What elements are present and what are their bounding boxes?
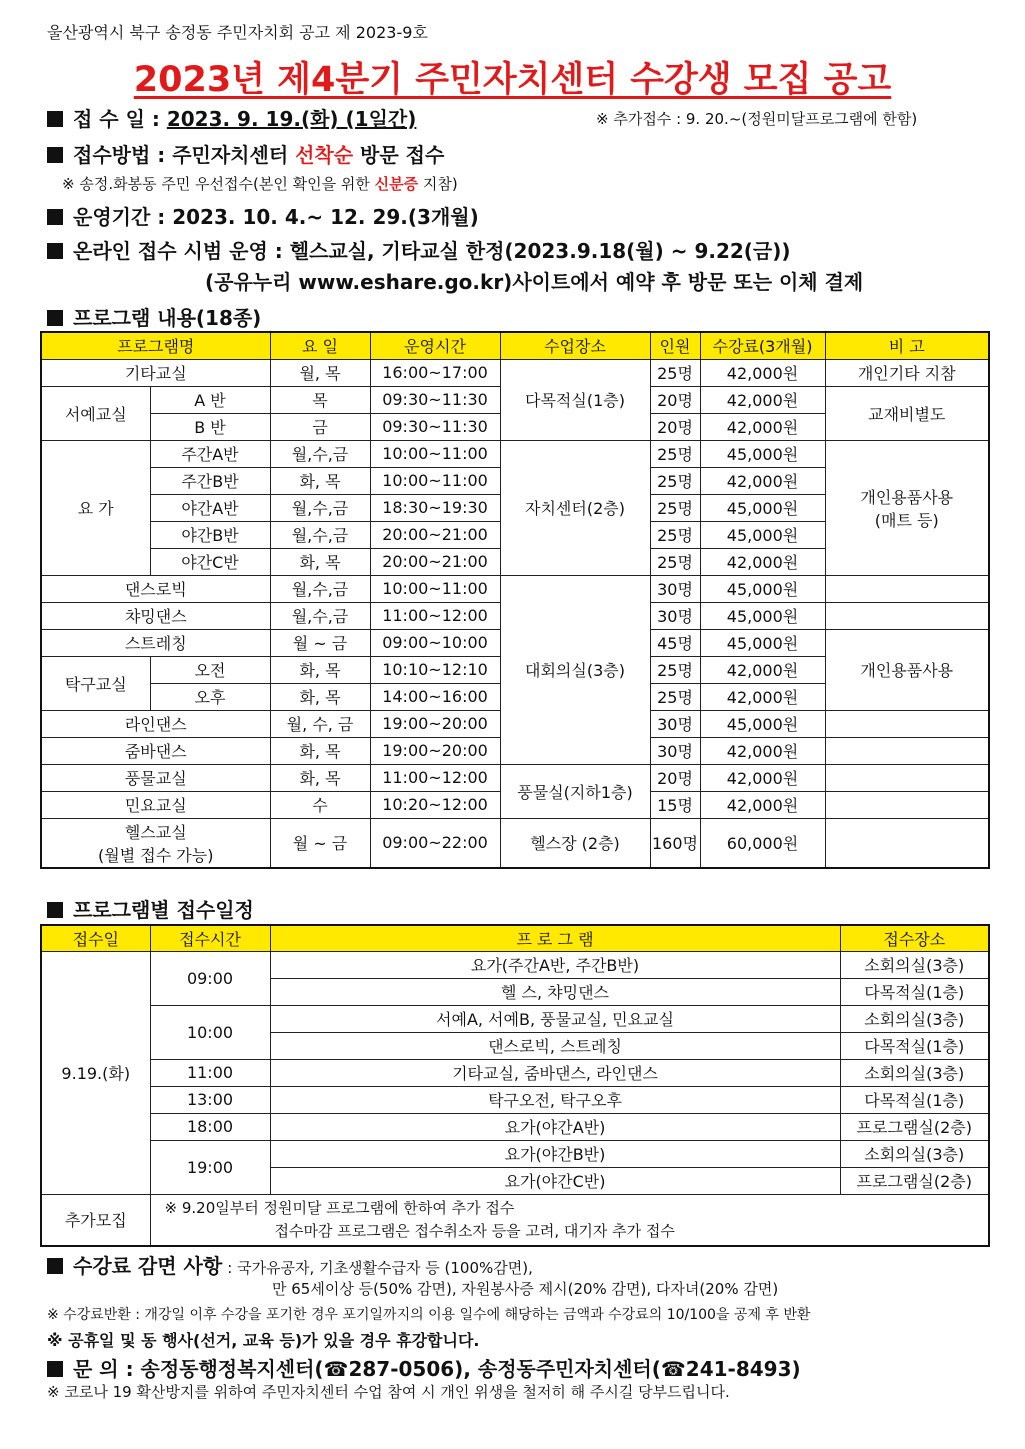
- schedule-place: 소회의실(3층): [840, 1140, 989, 1167]
- program-name: 민요교실: [41, 791, 270, 818]
- table-row: [41, 1059, 989, 1086]
- program-class: 야간B반: [150, 521, 270, 548]
- program-time: 14:00~16:00: [370, 683, 500, 710]
- program-day: 월, 목: [270, 359, 370, 386]
- online-line-2: (공유누리 www.eshare.go.kr)사이트에서 예약 후 방문 또는 이체 결제: [205, 270, 864, 294]
- program-fee: 42,000원: [700, 386, 825, 413]
- square-bullet-icon: [47, 209, 63, 225]
- schedule-table: [40, 924, 990, 1247]
- page-title: 2023년 제4분기 주민자치센터 수강생 모집 공고: [133, 60, 892, 100]
- program-day: 월 ~ 금: [270, 629, 370, 656]
- program-count: 160명: [650, 818, 700, 868]
- program-fee: 60,000원: [700, 818, 825, 868]
- program-name: 헬스교실 (월별 접수 가능): [41, 818, 270, 868]
- program-name: 챠밍댄스: [41, 602, 270, 629]
- table-row: [41, 1005, 989, 1032]
- reception-day-line: 접 수 일 : 2023. 9. 19.(화) (1일간): [47, 103, 416, 132]
- program-fee: 42,000원: [700, 413, 825, 440]
- schedule-heading: 프로그램별 접수일정: [47, 894, 254, 923]
- schedule-time: 11:00: [150, 1059, 270, 1086]
- program-name: 줌바댄스: [41, 737, 270, 764]
- table-row: [41, 1086, 989, 1113]
- schedule-place: 다목적실(1층): [840, 1032, 989, 1059]
- program-time: 18:30~19:30: [370, 494, 500, 521]
- schedule-place: 다목적실(1층): [840, 978, 989, 1005]
- program-place: 자치센터(2층): [500, 440, 650, 575]
- program-class: 야간A반: [150, 494, 270, 521]
- program-fee: 42,000원: [700, 764, 825, 791]
- header-fee: 수강료(3개월): [700, 332, 825, 359]
- square-bullet-icon: [47, 310, 63, 326]
- contact-line: 문 의 : 송정동행정복지센터(☎287-0506), 송정동주민자치센터(☎241-8493): [47, 1353, 801, 1382]
- program-day: 금: [270, 413, 370, 440]
- square-bullet-icon: [47, 1361, 63, 1377]
- program-day: 월,수,금: [270, 440, 370, 467]
- program-time: 10:00~11:00: [370, 575, 500, 602]
- program-remark: [825, 818, 989, 868]
- program-class: 야간C반: [150, 548, 270, 575]
- program-day: 월,수,금: [270, 521, 370, 548]
- program-remark: [825, 710, 989, 737]
- schedule-place: 소회의실(3층): [840, 1005, 989, 1032]
- program-name: 요 가: [41, 440, 150, 575]
- program-fee: 42,000원: [700, 737, 825, 764]
- schedule-place: 프로그램실(2층): [840, 1167, 989, 1194]
- schedule-program: 댄스로빅, 스트레칭: [270, 1032, 840, 1059]
- program-time: 11:00~12:00: [370, 602, 500, 629]
- header-time: 접수시간: [150, 925, 270, 951]
- program-time: 19:00~20:00: [370, 710, 500, 737]
- program-count: 30명: [650, 602, 700, 629]
- program-time: 09:30~11:30: [370, 386, 500, 413]
- program-time: 11:00~12:00: [370, 764, 500, 791]
- program-count: 15명: [650, 791, 700, 818]
- extra-label: 추가모집: [41, 1194, 150, 1246]
- program-time: 20:00~21:00: [370, 521, 500, 548]
- program-count: 20명: [650, 764, 700, 791]
- program-day: 화, 목: [270, 548, 370, 575]
- method-line: 접수방법 : 주민자치센터 선착순 방문 접수: [47, 139, 444, 168]
- program-day: 월,수,금: [270, 602, 370, 629]
- program-class: 오전: [150, 656, 270, 683]
- program-day: 목: [270, 386, 370, 413]
- program-remark: 개인기타 지참: [825, 359, 989, 386]
- program-fee: 42,000원: [700, 656, 825, 683]
- priority-note: ※ 송정.화봉동 주민 우선접수(본인 확인을 위한 신분증 지참): [62, 175, 458, 193]
- program-remark: [825, 791, 989, 818]
- discount-line: 수강료 감면 사항 : 국가유공자, 기초생활수급자 등 (100%감면),: [47, 1250, 533, 1279]
- program-day: 월,수,금: [270, 494, 370, 521]
- header-count: 인원: [650, 332, 700, 359]
- schedule-place: 소회의실(3층): [840, 1059, 989, 1086]
- program-day: 월, 수, 금: [270, 710, 370, 737]
- program-remark: 교재비별도: [825, 386, 989, 440]
- program-day: 화, 목: [270, 656, 370, 683]
- program-count: 25명: [650, 548, 700, 575]
- online-line: 온라인 접수 시범 운영 : 헬스교실, 기타교실 한정(2023.9.18(월) ~ 9.22(금)): [47, 235, 791, 264]
- square-bullet-icon: [47, 902, 63, 918]
- schedule-place: 프로그램실(2층): [840, 1113, 989, 1140]
- table-row: [41, 359, 989, 386]
- schedule-time: 19:00: [150, 1140, 270, 1194]
- program-count: 30명: [650, 575, 700, 602]
- program-fee: 42,000원: [700, 359, 825, 386]
- program-day: 화, 목: [270, 737, 370, 764]
- program-table: [40, 331, 990, 869]
- program-place: 풍물실(지하1층): [500, 764, 650, 818]
- notice-number: 울산광역시 북구 송정동 주민자치회 공고 제 2023-9호: [47, 23, 428, 42]
- program-time: 19:00~20:00: [370, 737, 500, 764]
- table-row: [41, 1194, 989, 1246]
- program-class: A 반: [150, 386, 270, 413]
- program-time: 09:00~22:00: [370, 818, 500, 868]
- program-day: 월 ~ 금: [270, 818, 370, 868]
- programs-heading: 프로그램 내용(18종): [47, 302, 261, 331]
- schedule-time: 09:00: [150, 951, 270, 1005]
- program-name: 탁구교실: [41, 656, 150, 710]
- program-name: 풍물교실: [41, 764, 270, 791]
- program-fee: 45,000원: [700, 440, 825, 467]
- program-count: 25명: [650, 359, 700, 386]
- program-remark: 개인용품사용: [825, 629, 989, 710]
- program-fee: 45,000원: [700, 629, 825, 656]
- table-row: [41, 575, 989, 602]
- program-day: 월,수,금: [270, 575, 370, 602]
- program-fee: 45,000원: [700, 521, 825, 548]
- refund-note: ※ 수강료반환 : 개강일 이후 수강을 포기한 경우 포기일까지의 이용 일수에 해당하는 금액과 수강료의 10/100을 공제 후 반환: [47, 1307, 811, 1323]
- program-count: 20명: [650, 413, 700, 440]
- program-day: 화, 목: [270, 764, 370, 791]
- program-time: 09:00~10:00: [370, 629, 500, 656]
- header-program: 프 로 그 램: [270, 925, 840, 951]
- program-fee: 42,000원: [700, 683, 825, 710]
- program-time: 09:30~11:30: [370, 413, 500, 440]
- program-name: 서예교실: [41, 386, 150, 440]
- table-row: [41, 818, 989, 868]
- extra-reception-note: ※ 추가접수 : 9. 20.~(정원미달프로그램에 한함): [596, 110, 918, 128]
- program-fee: 42,000원: [700, 791, 825, 818]
- table-row: [41, 951, 989, 978]
- program-fee: 42,000원: [700, 467, 825, 494]
- table-row: [41, 1140, 989, 1167]
- program-count: 25명: [650, 467, 700, 494]
- program-class: B 반: [150, 413, 270, 440]
- program-count: 25명: [650, 494, 700, 521]
- program-name: 기타교실: [41, 359, 270, 386]
- program-name: 댄스로빅: [41, 575, 270, 602]
- program-remark: [825, 737, 989, 764]
- program-fee: 45,000원: [700, 575, 825, 602]
- program-count: 25명: [650, 440, 700, 467]
- program-count: 25명: [650, 521, 700, 548]
- header-program: 프로그램명: [41, 332, 270, 359]
- covid-note: ※ 코로나 19 확산방지를 위하여 주민자치센터 수업 참여 시 개인 위생을 철저히 해 주시길 당부드립니다.: [47, 1383, 730, 1401]
- program-time: 10:20~12:00: [370, 791, 500, 818]
- program-fee: 45,000원: [700, 494, 825, 521]
- program-name: 스트레칭: [41, 629, 270, 656]
- schedule-program: 요가(주간A반, 주간B반): [270, 951, 840, 978]
- schedule-date: 9.19.(화): [41, 951, 150, 1194]
- extra-description: ※ 9.20일부터 정원미달 프로그램에 한하여 추가 접수 접수마감 프로그램은 접수취소자 등을 고려, 대기자 추가 접수: [150, 1194, 989, 1246]
- program-count: 25명: [650, 656, 700, 683]
- program-time: 10:10~12:10: [370, 656, 500, 683]
- program-count: 20명: [650, 386, 700, 413]
- program-remark: 개인용품사용 (매트 등): [825, 440, 989, 575]
- square-bullet-icon: [47, 1258, 63, 1274]
- schedule-time: 18:00: [150, 1113, 270, 1140]
- program-time: 10:00~11:00: [370, 467, 500, 494]
- program-day: 화, 목: [270, 683, 370, 710]
- discount-line-2: 만 65세이상 등(50% 감면), 자원봉사증 제시(20% 감면), 다자녀(20% 감면): [272, 1280, 779, 1298]
- program-count: 30명: [650, 737, 700, 764]
- program-day: 화, 목: [270, 467, 370, 494]
- program-place: 대회의실(3층): [500, 575, 650, 764]
- program-time: 10:00~11:00: [370, 440, 500, 467]
- header-time: 운영시간: [370, 332, 500, 359]
- schedule-program: 요가(야간A반): [270, 1113, 840, 1140]
- table-row: [41, 764, 989, 791]
- program-count: 25명: [650, 683, 700, 710]
- schedule-time: 13:00: [150, 1086, 270, 1113]
- program-place: 다목적실(1층): [500, 359, 650, 440]
- holiday-note: ※ 공휴일 및 동 행사(선거, 교육 등)가 있을 경우 휴강합니다.: [47, 1331, 480, 1350]
- square-bullet-icon: [47, 111, 63, 127]
- program-class: 오후: [150, 683, 270, 710]
- schedule-program: 기타교실, 줌바댄스, 라인댄스: [270, 1059, 840, 1086]
- program-remark: [825, 602, 989, 629]
- header-place: 접수장소: [840, 925, 989, 951]
- table-row: [41, 1113, 989, 1140]
- header-date: 접수일: [41, 925, 150, 951]
- header-remark: 비 고: [825, 332, 989, 359]
- schedule-time: 10:00: [150, 1005, 270, 1059]
- schedule-place: 다목적실(1층): [840, 1086, 989, 1113]
- table-row: [41, 440, 989, 467]
- schedule-program: 요가(야간C반): [270, 1167, 840, 1194]
- period-line: 운영기간 : 2023. 10. 4.~ 12. 29.(3개월): [47, 201, 479, 230]
- program-remark: [825, 764, 989, 791]
- schedule-place: 소회의실(3층): [840, 951, 989, 978]
- program-day: 수: [270, 791, 370, 818]
- schedule-program: 탁구오전, 탁구오후: [270, 1086, 840, 1113]
- program-class: 주간A반: [150, 440, 270, 467]
- header-day: 요 일: [270, 332, 370, 359]
- schedule-program: 요가(야간B반): [270, 1140, 840, 1167]
- program-time: 20:00~21:00: [370, 548, 500, 575]
- program-count: 30명: [650, 710, 700, 737]
- square-bullet-icon: [47, 147, 63, 163]
- schedule-program: 서예A, 서예B, 풍물교실, 민요교실: [270, 1005, 840, 1032]
- program-class: 주간B반: [150, 467, 270, 494]
- program-place: 헬스장 (2층): [500, 818, 650, 868]
- program-time: 16:00~17:00: [370, 359, 500, 386]
- program-fee: 45,000원: [700, 602, 825, 629]
- program-fee: 42,000원: [700, 548, 825, 575]
- header-place: 수업장소: [500, 332, 650, 359]
- program-remark: [825, 575, 989, 602]
- program-fee: 45,000원: [700, 710, 825, 737]
- program-name: 라인댄스: [41, 710, 270, 737]
- program-count: 45명: [650, 629, 700, 656]
- schedule-program: 헬 스, 챠밍댄스: [270, 978, 840, 1005]
- square-bullet-icon: [47, 243, 63, 259]
